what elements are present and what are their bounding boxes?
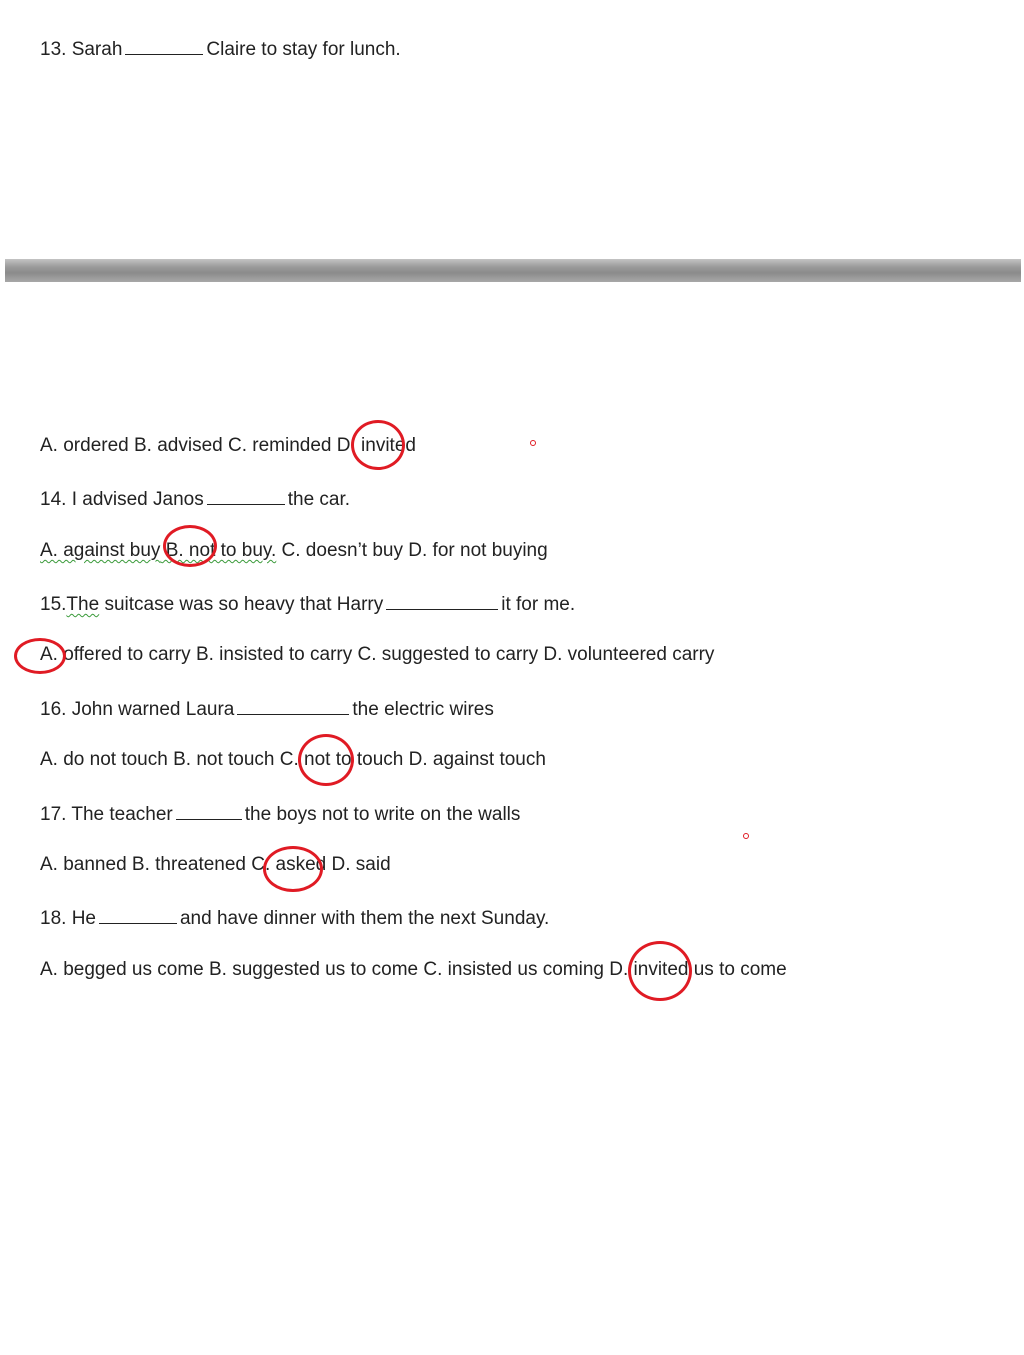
question-15-text-start: suitcase was so heavy that Harry — [99, 594, 384, 615]
question-13-text-start: 13. Sarah — [40, 39, 123, 60]
question-13-options: A. ordered B. advised C. reminded D. invited — [40, 435, 416, 456]
question-14-text-start: 14. I advised Janos — [40, 489, 204, 510]
question-18-blank — [99, 905, 177, 924]
answer-circle-q17 — [263, 846, 323, 892]
stray-red-dot — [743, 833, 749, 839]
question-14 — [40, 486, 350, 510]
question-14-text-end: the car. — [287, 489, 351, 510]
question-16-text-start: 16. John warned Laura — [40, 699, 235, 720]
question-17-blank — [176, 801, 242, 820]
question-15-number: 15. — [40, 594, 67, 615]
grammar-squiggle-3: The — [66, 594, 100, 615]
question-17-options: A. banned B. threatened C. asked D. said — [40, 854, 391, 875]
question-14-blank — [207, 486, 285, 505]
question-13 — [40, 36, 401, 60]
question-15-blank — [386, 591, 498, 610]
question-17-text-end: the boys not to write on the walls — [244, 804, 521, 825]
page-break-divider — [5, 259, 1021, 282]
question-15 — [40, 591, 575, 615]
question-17-text-start: 17. The teacher — [40, 804, 173, 825]
stray-red-dot — [530, 440, 536, 446]
grammar-squiggle-1: A. against buy — [40, 540, 161, 561]
question-17 — [40, 801, 520, 825]
question-18-options: A. begged us come B. suggested us to come C. insisted us coming D. invited us to come — [40, 959, 787, 980]
question-16-text-end: the electric wires — [352, 699, 494, 720]
question-15-text-end: it for me. — [501, 594, 576, 615]
answer-circle-q14 — [163, 525, 217, 567]
answer-circle-q16 — [298, 734, 354, 786]
question-14-options — [40, 539, 548, 563]
question-13-blank — [125, 36, 203, 55]
question-16-blank — [237, 696, 349, 715]
question-18 — [40, 905, 549, 929]
question-13-text-end: Claire to stay for lunch. — [206, 39, 401, 60]
question-15-options: A. offered to carry B. insisted to carry C. suggested to carry D. volunteered carry — [40, 644, 715, 665]
question-16 — [40, 696, 494, 720]
answer-circle-q15 — [14, 638, 66, 674]
grammar-squiggle-2: B. not to buy. — [160, 540, 277, 561]
question-18-text-end: and have dinner with them the next Sunday. — [179, 908, 550, 929]
answer-circle-q18 — [628, 941, 692, 1001]
question-14-options-end: C. doesn’t buy D. for not buying — [276, 540, 548, 561]
answer-circle-q13 — [351, 420, 405, 470]
question-18-text-start: 18. He — [40, 908, 96, 929]
question-16-options: A. do not touch B. not touch C. not to touch D. against touch — [40, 749, 546, 770]
